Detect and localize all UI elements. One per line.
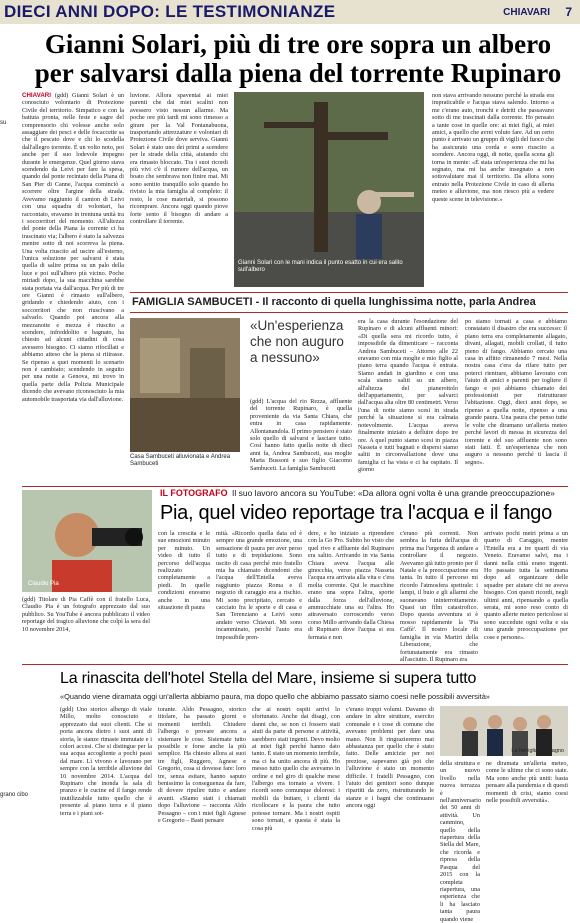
story1-dateline: CHIAVARI [22, 92, 51, 99]
left-edge-fragment-1: su [0, 120, 7, 126]
story1-column-3: non stava arrivando nessuno perché la strada era impraticabile e l'acqua stava salendo. Intorno a me c'erano auto, tronchi e detriti che passavano sotto di me trascinati dalla corrente. Ho pensato a tante cose in quelle ore: ai miei figli, ai miei amici, a quello che avrei voluto fare. Ad un certo punto è arrivato un gruppo di vigili del fuoco che ha assicurato una corda e sono riuscito a scendere. Ancora oggi, di notte, quella scena gli torna in mente: «È stata un'esperienza che mi ha segnato, ma mi ha anche insegnato a non sottovalutare mai il territorio. Da allora sono entrato nella Protezione Civile in caso di allerta meteo e alluvione, ma non riesco più a vedere queste scene in televisione.» [432, 92, 554, 203]
story2-column-2: era la casa durante l'esondazione del Rupinaro e di alcuni affluenti minori: «Di quella sera mi ricordo tutto, è impossibile da dimenticare – racconta Andrea Sambuceti – Attorno alle 22 eravamo con mia moglie e mio figlio al piano terra quando l'acqua è entrata. Siamo andati in giardino e con una scala siamo saliti su un albero, all'altezza del pianerottolo dell'appartamento, per salvarci dall'acqua alta oltre 80 centimetri. Verso l'una di notte siamo scesi in strada perché la situazione si era calmata notevolmente. L'acqua aveva finalmente iniziato a defluire dopo tre ore. A quel punto siamo scesi in piazza Nasseta e tutti bagnati e dispersi siamo saliti in circonvallazione dove una famiglia ci ha vista e ci ha ospitato. Il giorno [358, 318, 458, 474]
page-number: 7 [565, 5, 572, 19]
story4-column-5: della struttura e un nuovo livello nella nuova terrazza è nell'anniversario dei 50 anni di attività. Un cammino, quello della riapertura della Stella del Mare, che ricorda e ripresa della Pasqua del 2015 con la completa riapertura, una esperienza che li ha lasciato tanta paura quando viene [440, 760, 481, 923]
story4-column-6: ne diramata un'allerta meteo, come le ultime che ci sono state. Ma sono anche più uniti: basta pensare alla pandemia e di questi momenti di crisi, siamo coesi nelle possibili avversità». [486, 760, 568, 805]
story3-column-2: mità. «Ricordo quella data ed è sempre una grande emozione, una sensazione di paura per aver perso tutto e di trepidazione. Sono uscito di casa perché mio fratello mia ha chiamato dicendomi che l'acqua dell'Entella aveva raggiunto piazza Roma e il negozio di caraggio era a rischio. Mi sono precipitato, cercato e cacciato fra le sporte e di casa e San Terenziano a Leivi sono andato verso Chiavari. Mi sono incamminato, perché l'auto era impossibile pren- [216, 530, 302, 641]
story2-column-3: po siamo tornati a casa e abbiamo constatato il disastro che era successo: il piano terra era completamente allagato, divani, allagati, mobili crollati, il tutto pieno di fango. Abbiamo cercato una casa in affitto rimanendo 7 mesi. Nella nostra casa c'era da rifare tutto per poterci rientrare, abbiamo lavorato con l'aiuto di amici e parenti per togliere il fango e poi abbiamo chiamato dei professionisti per ristrutturare l'abitazione. Oggi, dieci anni dopo, se ripenso a quella notte, ripenso a una grande paura. Una paura che penso tutte le volte che diramano un'allerta meteo perché lavori di messa in sicurezza del torrente e del suo affluente non sono stati fatti. È un'esperienza che non auguro a nessuno perché ti lascia il segno». [465, 318, 567, 466]
story1-column-1 [22, 92, 124, 485]
story1-headline: Gianni Solari, più di tre ore sopra un albero per salvarsi dalla piena del torrente Rupinaro [34, 29, 562, 88]
story3-column-1b: con la crescita e le sue emozioni minuto per minuto. Un video di tutto il percorso dell'acqua realizzato completamente a piedi. In quelle condizioni eravamo anche in una situazione di paura [158, 530, 210, 612]
story4-photo [440, 706, 568, 756]
story3-photo-caption: Claudio Pia [28, 581, 59, 587]
story4-column-2: torante. Aldo Pessagno, storico titolare, ha passato giorni e momenti terribili. Chiudere l'albergo o provare ancora a sistemare le cose. Sistemate tutto possibile e forse anche la più semplice. Ha chiesto allora ai suoi tre figli, Ruggero, Agnese e Gregorio, cosa si dovesse fare: loro tre, senza esitare, hanno saputo benissimo la conseguenza da fare, di dovere ripulire tutto e andare avanti. «Siamo stati i chiamati dopo l'alluvione – racconta Aldo Pessagno – con i miei figli Agnese e Gregorio – Basti pensare [158, 706, 246, 825]
section-kicker: DIECI ANNI DOPO: LE TESTIMONIANZE [4, 2, 336, 21]
story2-photo-caption: Casa Sambuceti alluvionata e Andrea Sambuceti [130, 454, 231, 467]
story3-photo [22, 490, 152, 592]
story4-top-rule [22, 664, 568, 665]
story4-column-4: c'erano troppi volumi. Davamo di andare in altre strutture, esercito comunale e i cose di comune che avevano problemi per dare una mano. Non li ringrazieremo mai abbastanza per quello che è stato fatto. Delle amicizie per noi preziose, sapevamo già poi che l'alluvione è stato un momento difficile. I fratelli Pessagno, con l'aiuto dei genitori sono dunque ripartiti da zero, ristrutturando le stanze e i bagni che continuano ancora oggi [346, 706, 434, 810]
story1-column-2: luvione. Allora spaventai ai miei parenti che dai miei scalini non avessero visto nessun allarme. Ma poche ore più tardi mi sono rimesso a girare per la Val Fontanabuona, trasportando attrezzature e volontari di Protezione Civile dove serviva. Gianni Solari è stato uno dei primi a scendere per le strade della città, aiutando chi era rimasto bloccato. Tra i suoi ricordi più vivi c'è il rumore dell'acqua, un boato che sembrava non finire mai. Mi sono sentito tranquillo solo quando ho rivisto la mia famiglia al completo: il resto, le cose materiali, si possono ricomprare. Ancora oggi quando piove forte sento il bisogno di andare a controllare il torrente. [130, 92, 228, 225]
story1-column-1-text: (gdd) Gianni Solari è un conosciuto volontario di Protezione Civile del territorio. Simpatico e con la battuta pronta, nelle feste e sagre del comprensorio chi volesse anche solo assaggiare dei pesci e delle focaccette sa che il pescato dove e chi lo scodella dall'allegro torrente. È un volto noto, poi anche per il suo lodevole impegno durante le emergenze. Quel giorno stava scendendo da Leivi per fare la spesa, quando dal ponte recintato della Piana di San Pier di Canne, l'acqua cominciò a scorrere oltre l'argine della strada. Avevamo raggiunto il camion di Leivi con una squadra di volontari, ha raccontato, eravamo in trentuna unità tra i soccorritori del momento. All'altezza del ponte della Piana la corrente ci ha trascinato via; l'albero è stato la salvezza mentre sotto di noi scorreva la piena. Una volta riuscito ad uscire all'esterno, l'unica soluzione per salvarsi è stata quella di salire prima su un palo della luce e poi sull'albero più vicino. Poche miriadi dopo, la sua macchina sarebbe stata portata via dall'acqua. Per più di tre ore Gianni è rimasto sull'albero, gridando e chiedendo aiuto, con i soccorritori che non riuscivano a salvarlo. Quando poi ancora alla mezzanotte e mezza è riuscito a scendere, infreddolito e bagnato, ha chiesto ad alcuni cittadini di cosa avessero bisogno. Ci siamo rifocillati e abbiamo atteso che la piena si ritirasse. Se ripenso a quei momenti lo scenario non è cambiato; scendendo in seguito per una notte a Genova, mi trovo in quella parte della Polizia Municipale dicendo che avevano riconosciuto la mia automobile trasportata via dall'alluvione. [22, 92, 124, 403]
story2-bottom-rule [130, 312, 568, 313]
left-edge-fragment-2: grano cibo [0, 792, 29, 798]
story2-column-1: (gdd) L'acqua del rio Rezza, affluente del torrente Rupinaro, è quella proveniente da via Santa Chiara, che entra in casa rapidamente. Allontanandola. Il primo pensiero è stato solo quello di salvarsi e lasciare tutto. Così hanno fatto quella notte di dieci anni fa, Andrea Sambuceti, sua moglie Marta Bussoni e suo figlio Giacomo Sambuceti. La famiglia Sambuceti [250, 398, 352, 472]
story3-column-1: (gdd) Titolare di Pia Caffè con il fratello Luca, Claudio Pia è un fotografo apprezzato dal suo pubblico. Su YouTube è ancora pubblicato il video reportage del tragico alluvione che colpì la sera del 10 novembre 2014, [22, 596, 150, 633]
tree-photo-illustration [234, 92, 424, 287]
story3-section-tag: IL FOTOGRAFO [160, 488, 228, 498]
newspaper-name: CHIAVARI [503, 7, 550, 18]
story4-column-3: che ai nostri ospiti arrivi lo sfortunato. Anche dai disagi, con danni che, se non ci fossero stati aiuti da parte di persone e attività, sarebbero stati ingenti. Devo molto ai miei figli perché hanno dato tanto. È stato un momento terribile, ma ci ha unito ancora di più. Ho messo tutto quello che avevamo in ordine e nel giro di qualche mese l'albergo era tornato a vivere. I ricordi sono comunque dolorosi: i mobili da buttare, i clienti da ricollocare e la paura che tutto potesse tornare. Ma i nostri ospiti sono tornati, e questa è stata la cosa più [252, 706, 340, 832]
story3-column-5: arrivato pochi metri prima a un quarto di Caraggio, mentre l'Entella era a tre quarti di via Veneto. Eravamo salvi, ma i danni nella città erano ingenti. Ho passato tutta la settimana dopo ad organizzare delle squadre per aiutare chi ne aveva bisogno. Con questi ricordi, negli ultimi anni, ripensando a quella serata, mi sono reso conto di quanto allerte meteo pericolose si sono succedute ogni volta e sia una grande preoccupazione per cose e persone». [484, 530, 568, 641]
story1-photo-caption: Gianni Solari con le mani indica il punto esatto in cui era salito sull'albero [238, 260, 403, 273]
story1-photo [234, 92, 424, 287]
story2-pull-quote: «Un'esperienza che non auguro a nessuno» [250, 318, 344, 365]
story2-top-rule [130, 292, 568, 293]
story3-column-4: c'erano più correnti. Non sembra la furia dell'acqua di prima ma l'urgenza di andare a controllare il negozio. Avevamo già tutto pronto per il Natale e la preoccupazione era tanta. In tutto il percorso mi ricordo l'atmosfera spettrale: i lampi, il buio e gli allarmi che suonavano ininterrottamente. Quasi un film catastrofico. Dopo questa avventura si è mosso rapidamente la 'Pia Caffè'. Il nostro locale di famiglia in via Martiri della Liberazione, che fortunatamente era rimasto all'asciutto. Il Rupinaro era [400, 530, 478, 663]
story3-top-rule [22, 486, 568, 487]
story3-column-1c [158, 606, 210, 656]
story4-column-1: (gdd) Uno storico albergo di viale Millo, molto conosciuto e apprezzato dai suoi clienti. Che si porta ancora dietro i suoi anni di storia, le stanze rimaste immutate e i colori accesi. Che si distingue per la sua acqua accogliente a pochi passi dal mare. Lì vivono e lavorano per sempre con la terribile alluvione del 10 novembre 2014. L'acqua del Rupinaro che inonda la sala di pranzo e le cucine ed il fango rende inutilizzabile tutto quello che è presente al piano terra e il piano terra e i piani sot- [60, 706, 152, 817]
flooded-house-photo [130, 318, 240, 452]
photographer-photo [22, 490, 152, 592]
story4-dek: «Quando viene diramata oggi un'allerta abbiamo paura, ma dopo quello che abbiamo passato siamo coesi nelle possibili avversità» [60, 692, 490, 701]
story4-headline: La rinascita dell'hotel Stella del Mare, insieme si supera tutto [60, 670, 477, 687]
story3-column-3: dere, e ho iniziato a riprendere con la Go Pro. Subito ho visto che quel rivo e affluente del Rupinaro era salito. Arrivando in via Santa Chiara aveva l'acqua alle ginocchia, verso piazza Nasseta l'acqua era arrivata alla vita e c'era molta corrente. Qui le macchine erano una sopra l'altra, sporte dalla forza dell'alluvione, ammucchiate una su l'altra. Ho attraversato corroscendo verso corso Millo arrivando dalla Chiesa di Rupinaro dove l'acqua si era fermata e non [308, 530, 394, 641]
story2-photo [130, 318, 240, 452]
story4-photo-caption: La famiglia Pessagno [511, 748, 564, 754]
story2-section-title: FAMIGLIA SAMBUCETI - Il racconto di quella lunghissima notte, parla Andrea [132, 296, 536, 308]
story3-headline: Pia, quel video reportage tra l'acqua e il fango [160, 502, 552, 524]
story3-subtitle: Il suo lavoro ancora su YouTube: «Da allora ogni volta è una grande preoccupazione» [232, 488, 555, 498]
